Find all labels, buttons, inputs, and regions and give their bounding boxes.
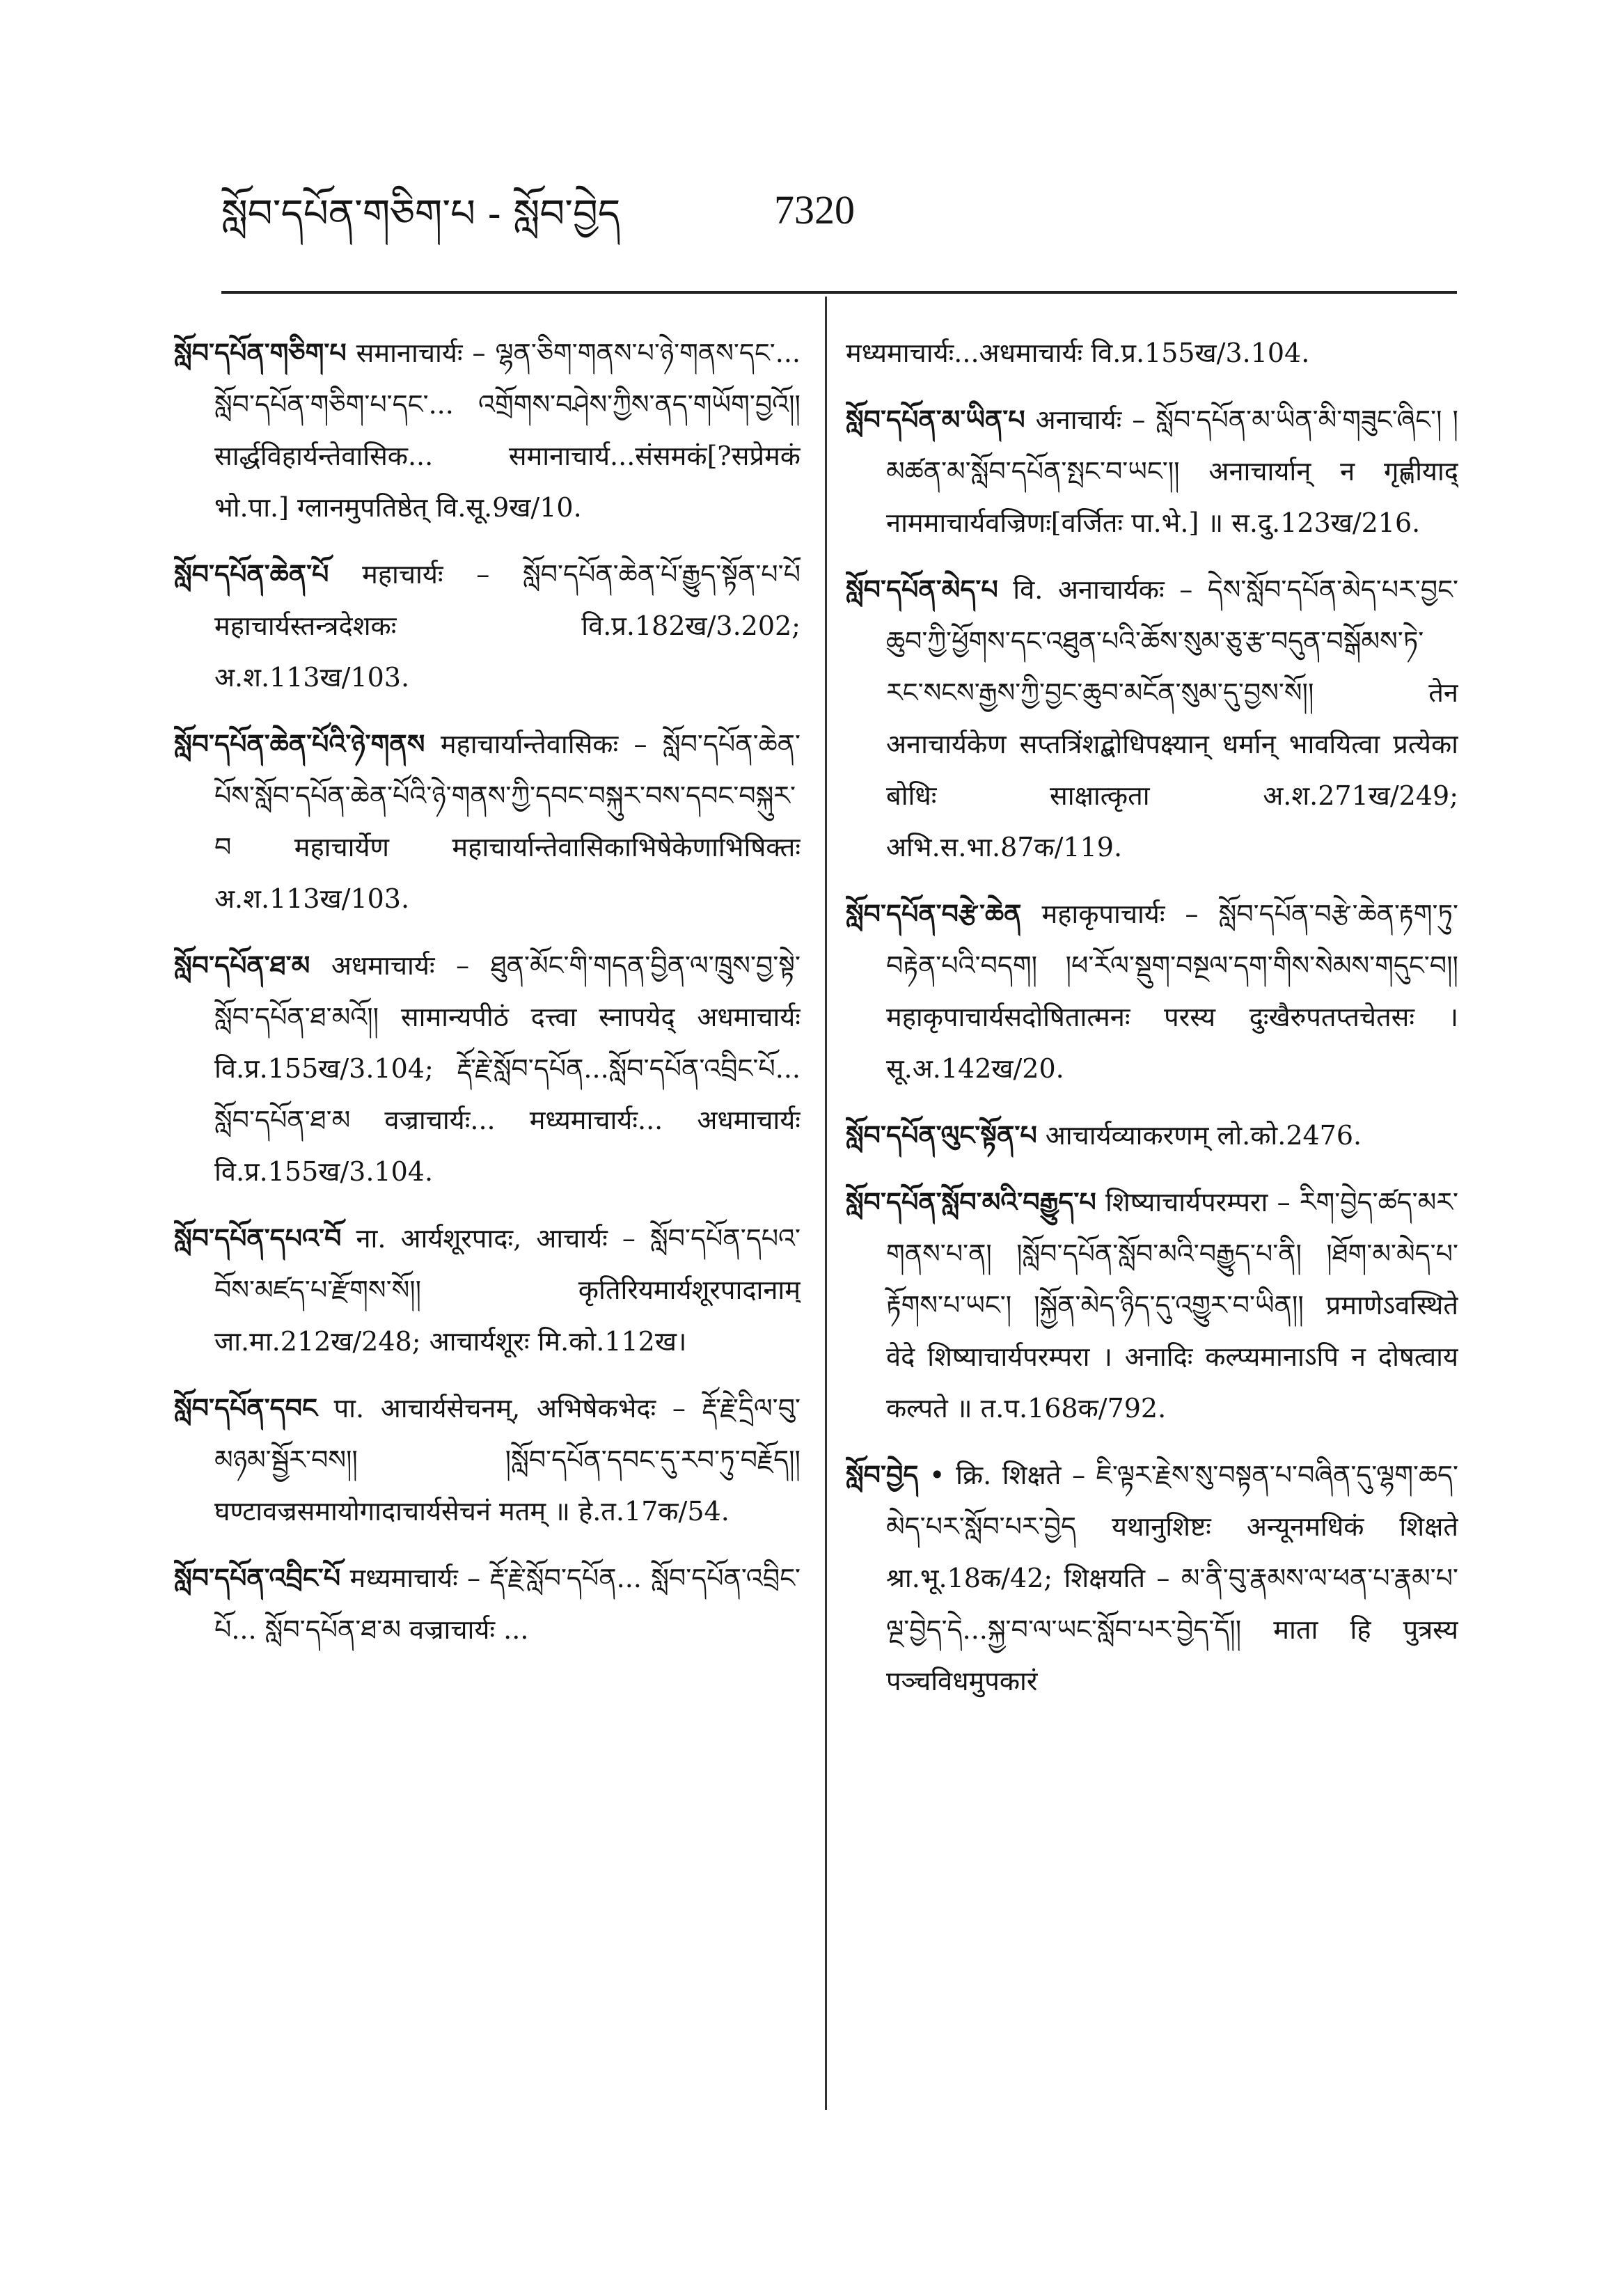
left-column [174, 327, 801, 2109]
dictionary-entry [846, 888, 1458, 1094]
entry-headword: སློབ་དཔོན་དབང [174, 1392, 317, 1424]
entry-headword: སློབ་དཔོན་ཆེན་པོ [174, 558, 329, 590]
dictionary-entry [846, 1110, 1458, 1161]
entry-headword: སློབ་དཔོན་བརྩེ་ཆེན [846, 898, 1022, 929]
dictionary-entry [174, 1552, 801, 1655]
entry-body: अधमाचार्यः – ཐུན་མོང་གི་གདན་བྱིན་ལ་ཁྲུས་བྱ་སྟེ་སློབ་དཔོན་ཐ་མའོ།། सामान्यपीठं दत्त्वा स्नापयेद् अधमाचार्यः वि.प्र.155ख/3.104; རྡོ་རྗེ་སློབ་དཔོན...སློབ་དཔོན་འབྲིང་པོ... སློབ་དཔོན་ཐ་མ वज्राचार्यः... मध्यमाचार्यः... अधमाचार्यः वि.प्र.155ख/3.104. [214, 950, 801, 1187]
entry-body: आचार्यव्याकरणम् लो.को.2476. [1045, 1120, 1362, 1151]
entry-body: शिष्याचार्यपरम्परा – རིག་བྱེད་ཚད་མར་གནས་པ་ན། །སློབ་དཔོན་སློབ་མའི་བརྒྱུད་པ་ནི། །ཐོག་མ་མེད་པ་རྟོགས་པ་ཡང་། །སྐྱོན་མེད་ཉིད་དུ་འགྱུར་བ་ཡིན།། प्रमाणेऽवस्थिते वेदे शिष्याचार्यपरम्परा । अनादिः कल्प्यमानाऽपि न दोषत्वाय कल्पते ॥ त.प.168क/792. [886, 1187, 1458, 1424]
right-column [846, 327, 1458, 2109]
dictionary-entry [174, 1382, 801, 1537]
entry-body: महाचार्यः – སློབ་དཔོན་ཆེན་པོ་རྒྱུད་སྟོན་པ་པོ महाचार्यस्तन्त्रदेशकः वि.प्र.182ख/3.202; अ.श.113ख/103. [214, 559, 801, 693]
dictionary-entry [846, 394, 1458, 549]
entry-body: मध्यमाचार्यः – རྡོ་རྗེ་སློབ་དཔོན... སློབ་དཔོན་འབྲིང་པོ... སློབ་དཔོན་ཐ་མ वज्राचार्यः ... [214, 1563, 801, 1645]
entry-headword: སློབ་དཔོན་མ་ཡིན་པ [846, 404, 1025, 435]
entry-body: समानाचार्यः – ལྷན་ཅིག་གནས་པ་ཉེ་གནས་དང་... སློབ་དཔོན་གཅིག་པ་དང་... འགྲོགས་བཤེས་ཀྱིས་ནད་གཡོག་བྱའོ།། सार्द्धविहार्यन्तेवासिक... समानाचार्य...संसमकं[?सप्रेमकं भो.पा.] ग्लानमुपतिष्ठेत् वि.सू.9ख/10. [214, 338, 801, 523]
dictionary-entry [174, 718, 801, 924]
dictionary-entry-continued [846, 327, 1458, 379]
entry-body: मध्यमाचार्यः...अधमाचार्यः वि.प्र.155ख/3.104. [846, 338, 1310, 368]
entry-headword: སློབ་དཔོན་མེད་པ [846, 574, 998, 605]
dictionary-entry [846, 564, 1458, 873]
entry-body: महाकृपाचार्यः – སློབ་དཔོན་བརྩེ་ཆེན་རྟག་ཏུ་བརྟེན་པའི་བདག། །ཕ་རོལ་སྡུག་བསྔལ་དག་གིས་སེམས་གདུང་བ།། महाकृपाचार्यसदोषितात्मनः परस्य दुःखैरुपतप्तचेतसः । सू.अ.142ख/20. [886, 899, 1458, 1084]
entry-body: वि. अनाचार्यकः – དེས་སློབ་དཔོན་མེད་པར་བྱང་ཆུབ་ཀྱི་ཕྱོགས་དང་འཐུན་པའི་ཆོས་སུམ་ཅུ་རྩ་བདུན་བསྒོམས་ཏེ་རང་སངས་རྒྱས་ཀྱི་བྱང་ཆུབ་མངོན་སུམ་དུ་བྱས་སོ།། तेन अनाचार्यकेण सप्तत्रिंशद्बोधिपक्ष्यान् धर्मान् भावयित्वा प्रत्येका बोधिः साक्षात्कृता अ.श.271ख/249; अभि.स.भा.87क/119. [886, 574, 1458, 862]
entry-headword: སློབ་དཔོན་སློབ་མའི་བརྒྱུད་པ [846, 1186, 1096, 1218]
dictionary-entry [846, 1449, 1458, 1707]
entry-headword: སློབ་དཔོན་ཐ་མ [174, 950, 310, 981]
page-number: 7320 [774, 187, 855, 233]
entry-body: महाचार्यान्तेवासिकः – སློབ་དཔོན་ཆེན་པོས་སློབ་དཔོན་ཆེན་པོའི་ཉེ་གནས་ཀྱི་དབང་བསྐུར་བས་དབང་བསྐུར་བ महाचार्येण महाचार्यान्तेवासिकाभिषेकेणाभिषिक्तः अ.श.113ख/103. [214, 729, 801, 914]
entry-body: पा. आचार्यसेचनम्, अभिषेकभेदः – རྡོ་རྗེ་དྲིལ་བུ་མཉམ་སྦྱོར་བས།། །སློབ་དཔོན་དབང་དུ་རབ་ཏུ་བརྗོད།། घण्टावज्रसमायोगादाचार्यसेचनं मतम् ॥ हे.त.17क/54. [214, 1393, 801, 1527]
running-header: སློབ་དཔོན་གཅིག་པ - སློབ་བྱེད [221, 191, 621, 237]
dictionary-entry [174, 327, 801, 533]
entry-headword: སློབ་བྱེད [846, 1459, 919, 1490]
dictionary-entry [846, 1176, 1458, 1434]
column-divider [825, 297, 827, 2110]
entry-body: ना. आर्यशूरपादः, आचार्यः – སློབ་དཔོན་དཔའ་བོས་མཛད་པ་རྫོགས་སོ།། कृतिरियमार्यशूरपादानाम् जा.मा.212ख/248; आचार्यशूरः मि.को.112ख। [214, 1223, 801, 1357]
dictionary-entry [174, 940, 801, 1197]
entry-headword: སློབ་དཔོན་གཅིག་པ [174, 337, 347, 368]
entry-headword: སློབ་དཔོན་འབྲིང་པོ [174, 1562, 341, 1593]
entry-headword: སློབ་དཔོན་དཔའ་བོ [174, 1222, 342, 1254]
entry-headword: སློབ་དཔོན་ལུང་སྟོན་པ [846, 1119, 1037, 1151]
entry-headword: སློབ་དཔོན་ཆེན་པོའི་ཉེ་གནས [174, 728, 425, 759]
dictionary-entry [174, 1213, 801, 1367]
entry-body: अनाचार्यः – སློབ་དཔོན་མ་ཡིན་མི་གཟུང་ཞིང་། །མཚན་མ་སློབ་དཔོན་སྤང་བ་ཡང་།། अनाचार्यान् न गृह्णीयाद् नाममाचार्यवज्रिणः[वर्जितः पा.भे.] ॥ स.दु.123ख/216. [886, 404, 1458, 538]
entry-body: • क्रि. शिक्षते – ཇི་ལྟར་རྗེས་སུ་བསྟན་པ་བཞིན་དུ་ལྷག་ཆད་མེད་པར་སློབ་པར་བྱེད यथानुशिष्टः अन्यूनमधिकं शिक्षते श्रा.भू.18क/42; शिक्षयति – མ་ནི་བུ་རྣམས་ལ་ཕན་པ་རྣམ་པ་ལྔ་བྱེད་དེ...སྐྱ་བ་ལ་ཡང་སློབ་པར་བྱེད་དོ།། माता हि पुत्रस्य पञ्चविधमुपकारं [886, 1460, 1458, 1696]
dictionary-entry [174, 549, 801, 703]
header-rule [221, 291, 1457, 294]
